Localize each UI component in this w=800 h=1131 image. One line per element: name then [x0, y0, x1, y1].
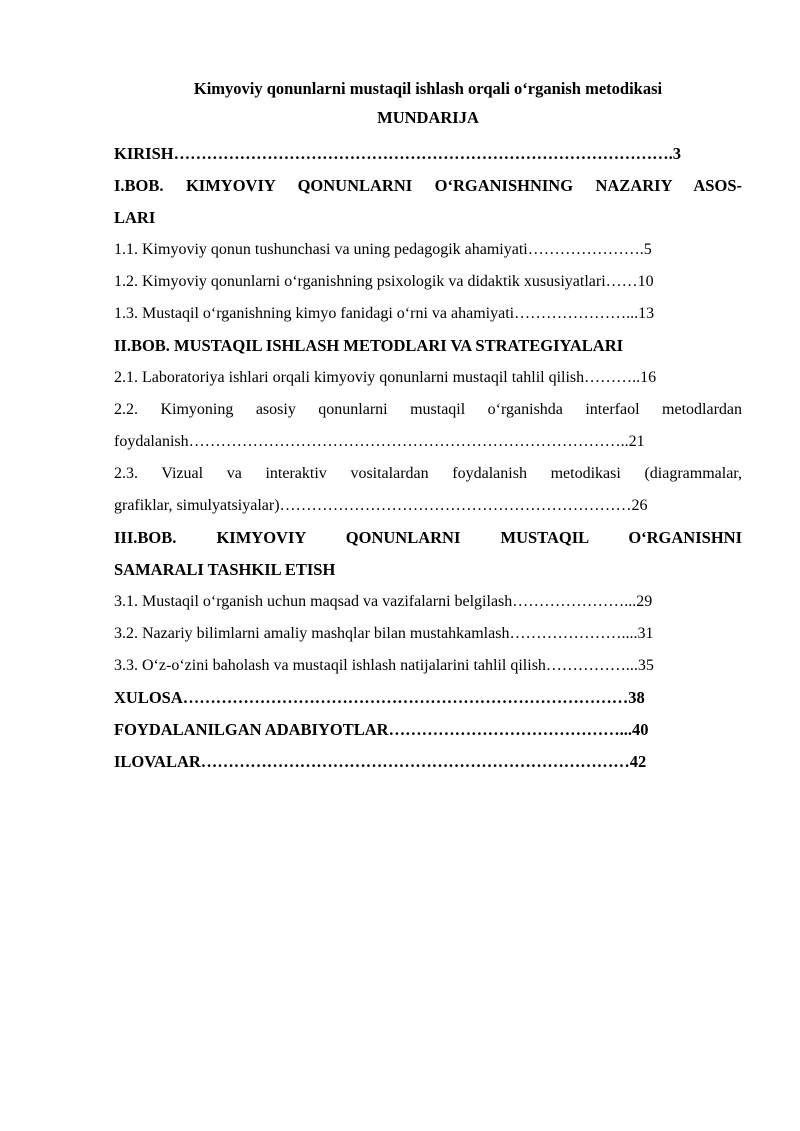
toc-entry-3-3: 3.3. O‘z-o‘zini baholash va mustaqil ishlash natijalarini tahlil qilish……………...35: [114, 657, 654, 674]
toc-chapter-1-line-1: I.BOB. KIMYOVIY QONUNLARNI O‘RGANISHNING NAZARIY ASOS-: [114, 176, 742, 195]
toc-entry-kirish: KIRISH……………………………………………………………………………….3: [114, 144, 681, 163]
toc-heading: MUNDARIJA: [377, 108, 479, 127]
toc-entry-ilovalar: ILOVALAR……………………………………………………………………42: [114, 752, 647, 771]
toc-entry-3-2: 3.2. Nazariy bilimlarni amaliy mashqlar bilan mustahkamlash…………………....31: [114, 625, 654, 642]
toc-entry-2-3-line-2: grafiklar, simulyatsiyalar)…………………………………………………………26: [114, 497, 648, 514]
toc-entry-1-1: 1.1. Kimyoviy qonun tushunchasi va uning pedagogik ahamiyati………………….5: [114, 241, 652, 258]
toc-chapter-1: [114, 170, 742, 234]
toc-entry-3-1: 3.1. Mustaqil o‘rganish uchun maqsad va vazifalarni belgilash…………………...29: [114, 593, 653, 610]
toc-entry-1-2: 1.2. Kimyoviy qonunlarni o‘rganishning psixologik va didaktik xususiyatlari……10: [114, 273, 654, 290]
toc-entry-2-3: [114, 458, 742, 522]
toc-entry-adabiyotlar: FOYDALANILGAN ADABIYOTLAR……………………………………...40: [114, 720, 649, 739]
toc-entry-xulosa: XULOSA………………………………………………………………………38: [114, 688, 645, 707]
table-of-contents: [114, 76, 742, 778]
toc-chapter-1-line-2: LARI: [114, 208, 156, 227]
toc-chapter-3: [114, 522, 742, 586]
toc-entry-1-3: 1.3. Mustaqil o‘rganishning kimyo fanidagi o‘rni va ahamiyati…………………...13: [114, 305, 655, 322]
document-title: Kimyoviy qonunlarni mustaqil ishlash orqali o‘rganish metodikasi: [193, 79, 663, 98]
toc-entry-2-3-line-1: 2.3. Vizual va interaktiv vositalardan foydalanish metodikasi (diagrammalar,: [114, 465, 742, 482]
toc-entry-2-2: [114, 394, 742, 458]
toc-entry-2-2-line-2: foydalanish………………………………………………………………………..21: [114, 433, 645, 450]
toc-chapter-3-line-2: SAMARALI TASHKIL ETISH: [114, 560, 336, 579]
toc-entry-2-2-line-1: 2.2. Kimyoning asosiy qonunlarni mustaqil o‘rganishda interfaol metodlardan: [114, 401, 742, 418]
toc-chapter-3-line-1: III.BOB. KIMYOVIY QONUNLARNI MUSTAQIL O‘RGANISHNI: [114, 528, 742, 547]
toc-chapter-2: II.BOB. MUSTAQIL ISHLASH METODLARI VA STRATEGIYALARI: [114, 336, 624, 355]
toc-entry-2-1: 2.1. Laboratoriya ishlari orqali kimyoviy qonunlarni mustaqil tahlil qilish………..16: [114, 369, 657, 386]
